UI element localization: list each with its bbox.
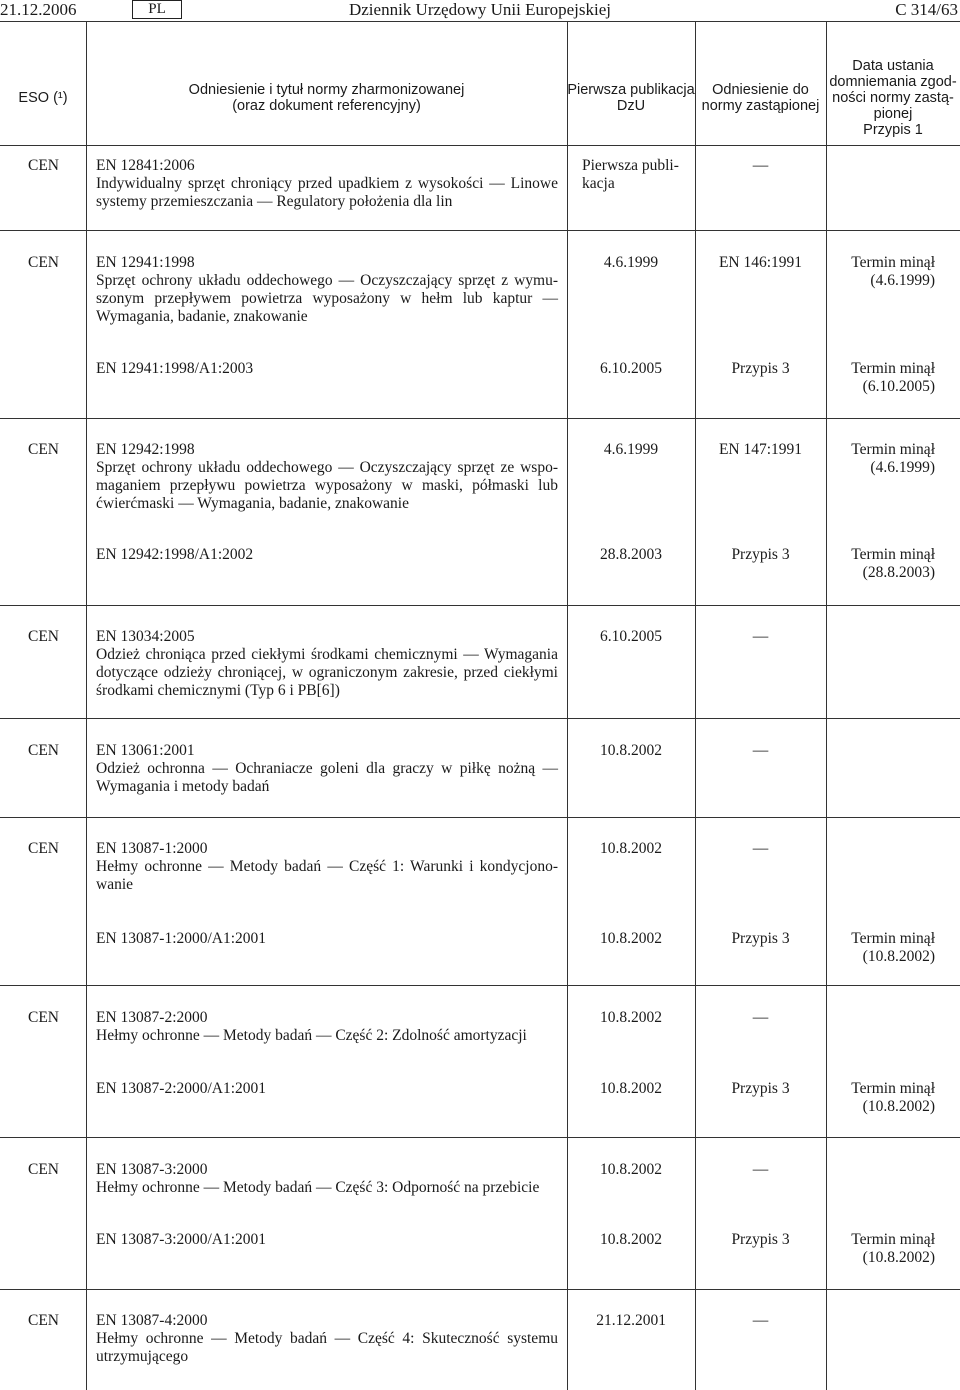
row-separator bbox=[0, 418, 960, 419]
standard-entry bbox=[96, 742, 558, 796]
superseded-standard: Przypis 3 bbox=[731, 1231, 790, 1248]
superseded-standard: Przypis 3 bbox=[731, 360, 790, 377]
superseded-standard: — bbox=[752, 1312, 769, 1329]
first-publication: 28.8.2003 bbox=[600, 546, 662, 563]
page-reference: C 314/63 bbox=[895, 0, 958, 19]
standard-title: Hełmy ochronne — Metody badań — Część 2: Zdolność amortyzacji bbox=[96, 1027, 527, 1044]
superseded-standard: — bbox=[752, 628, 769, 645]
standard-title: Hełmy ochronne — Metody badań — Część 1: Warunki i kondycjono- wanie bbox=[96, 858, 558, 893]
superseded-standard: Przypis 3 bbox=[731, 546, 790, 563]
standard-reference: EN 13087-4:2000 bbox=[96, 1312, 208, 1329]
eso-label: CEN bbox=[28, 157, 59, 174]
col-header-superseded-standard: Odniesienie do normy zastąpionej bbox=[701, 82, 820, 114]
standard-title: Odzież chroniąca przed ciekłymi środkami chemicznymi — Wymagania dotyczące odzieży chroniącej, w ograniczonym zakresie, przed ciekłymi środkami chemicznymi (Typ 6 i PB[6]) bbox=[96, 646, 558, 699]
column-divider bbox=[567, 21, 568, 1390]
first-publication: 4.6.1999 bbox=[603, 441, 659, 458]
eso-label: CEN bbox=[28, 1312, 59, 1329]
first-publication: 10.8.2002 bbox=[600, 1161, 662, 1178]
standard-entry bbox=[96, 840, 558, 894]
standard-reference: EN 13061:2001 bbox=[96, 742, 195, 759]
first-publication: 21.12.2001 bbox=[596, 1312, 666, 1329]
standard-title: Hełmy ochronne — Metody badań — Część 4: Skuteczność systemu utrzymującego bbox=[96, 1330, 558, 1365]
first-publication: 6.10.2005 bbox=[600, 628, 662, 645]
col-header-standard: Odniesienie i tytuł normy zharmonizowanej (oraz dokument referencyjny) bbox=[188, 82, 465, 114]
first-publication: 10.8.2002 bbox=[600, 1080, 662, 1097]
eso-label: CEN bbox=[28, 628, 59, 645]
cessation-date: Termin minął (10.8.2002) bbox=[851, 1080, 935, 1115]
standard-reference: EN 13087-2:2000 bbox=[96, 1009, 208, 1026]
eso-label: CEN bbox=[28, 254, 59, 271]
journal-title: Dziennik Urzędowy Unii Europejskiej bbox=[348, 0, 611, 19]
first-publication: 10.8.2002 bbox=[600, 930, 662, 947]
standard-title: Sprzęt ochrony układu oddechowego — Oczyszczający sprzęt z wymu- szonym przepływem powietrza wyposażony w hełm lub kaptur — Wymagania, badanie, znakowanie bbox=[96, 272, 558, 325]
standard-reference: EN 12941:1998 bbox=[96, 254, 195, 271]
first-publication: 4.6.1999 bbox=[603, 254, 659, 271]
row-separator bbox=[0, 817, 960, 818]
standard-reference: EN 12942:1998 bbox=[96, 441, 195, 458]
first-publication: Pierwsza publi- kacja bbox=[582, 157, 679, 192]
superseded-standard: — bbox=[752, 157, 769, 174]
standard-entry bbox=[96, 157, 558, 211]
superseded-standard: EN 147:1991 bbox=[718, 441, 803, 458]
table-top-rule bbox=[0, 21, 960, 22]
running-header bbox=[0, 0, 960, 21]
cessation-date: Termin minął (28.8.2003) bbox=[851, 546, 935, 581]
first-publication: 10.8.2002 bbox=[600, 1231, 662, 1248]
publication-date: 21.12.2006 bbox=[0, 0, 77, 19]
column-divider bbox=[826, 21, 827, 1390]
standard-entry bbox=[96, 1161, 558, 1197]
eso-label: CEN bbox=[28, 840, 59, 857]
column-divider bbox=[86, 21, 87, 1390]
standard-reference: EN 12941:1998/A1:2003 bbox=[96, 360, 254, 377]
superseded-standard: — bbox=[752, 1009, 769, 1026]
eso-label: CEN bbox=[28, 1161, 59, 1178]
cessation-date: Termin minął (6.10.2005) bbox=[851, 360, 935, 395]
row-separator bbox=[0, 1289, 960, 1290]
standard-entry bbox=[96, 1312, 558, 1366]
eso-label: CEN bbox=[28, 742, 59, 759]
standard-title: Indywidualny sprzęt chroniący przed upadkiem z wysokości — Linowe systemy przemieszczania — Regulatory położenia dla lin bbox=[96, 175, 558, 210]
standard-reference: EN 12841:2006 bbox=[96, 157, 195, 174]
first-publication: 6.10.2005 bbox=[600, 360, 662, 377]
cessation-date: Termin minął (10.8.2002) bbox=[851, 1231, 935, 1266]
standard-reference: EN 13087-1:2000/A1:2001 bbox=[96, 930, 267, 947]
standard-entry bbox=[96, 441, 558, 513]
col-header-first-publication: Pierwsza publikacja DzU bbox=[567, 82, 695, 114]
standard-entry bbox=[96, 1009, 558, 1045]
standard-reference: EN 13087-1:2000 bbox=[96, 840, 208, 857]
superseded-standard: Przypis 3 bbox=[731, 1080, 790, 1097]
row-separator bbox=[0, 230, 960, 231]
row-separator bbox=[0, 985, 960, 986]
language-badge: PL bbox=[132, 0, 182, 19]
superseded-standard: — bbox=[752, 742, 769, 759]
cessation-date: Termin minął (4.6.1999) bbox=[851, 441, 935, 476]
superseded-standard: — bbox=[752, 1161, 769, 1178]
cessation-date: Termin minął (10.8.2002) bbox=[851, 930, 935, 965]
standard-reference: EN 13087-2:2000/A1:2001 bbox=[96, 1080, 267, 1097]
col-header-cessation-date: Data ustania domniemania zgod- ności normy zastą- pionej Przypis 1 bbox=[829, 58, 957, 138]
first-publication: 10.8.2002 bbox=[600, 1009, 662, 1026]
standard-reference: EN 13087-3:2000/A1:2001 bbox=[96, 1231, 267, 1248]
row-separator bbox=[0, 718, 960, 719]
col-header-eso: ESO (¹) bbox=[18, 90, 68, 106]
first-publication: 10.8.2002 bbox=[600, 742, 662, 759]
standard-title: Odzież ochronna — Ochraniacze goleni dla graczy w piłkę nożną — Wymagania i metody badań bbox=[96, 760, 558, 795]
standard-entry bbox=[96, 254, 558, 326]
standard-reference: EN 12942:1998/A1:2002 bbox=[96, 546, 254, 563]
cessation-date: Termin minął (4.6.1999) bbox=[851, 254, 935, 289]
first-publication: 10.8.2002 bbox=[600, 840, 662, 857]
standard-reference: EN 13087-3:2000 bbox=[96, 1161, 208, 1178]
column-divider bbox=[695, 21, 696, 1390]
row-separator bbox=[0, 1137, 960, 1138]
standard-reference: EN 13034:2005 bbox=[96, 628, 195, 645]
eso-label: CEN bbox=[28, 1009, 59, 1026]
superseded-standard: EN 146:1991 bbox=[718, 254, 803, 271]
standard-entry bbox=[96, 628, 558, 700]
header-bottom-rule bbox=[0, 145, 960, 146]
eso-label: CEN bbox=[28, 441, 59, 458]
standard-title: Hełmy ochronne — Metody badań — Część 3: Odporność na przebicie bbox=[96, 1179, 540, 1196]
superseded-standard: Przypis 3 bbox=[731, 930, 790, 947]
standard-title: Sprzęt ochrony układu oddechowego — Oczyszczający sprzęt ze wspo- maganiem przepływu powietrza wyposażony w maski, półmaski lub ćwierćmaski — Wymagania, badanie, znakowanie bbox=[96, 459, 558, 512]
row-separator bbox=[0, 605, 960, 606]
superseded-standard: — bbox=[752, 840, 769, 857]
